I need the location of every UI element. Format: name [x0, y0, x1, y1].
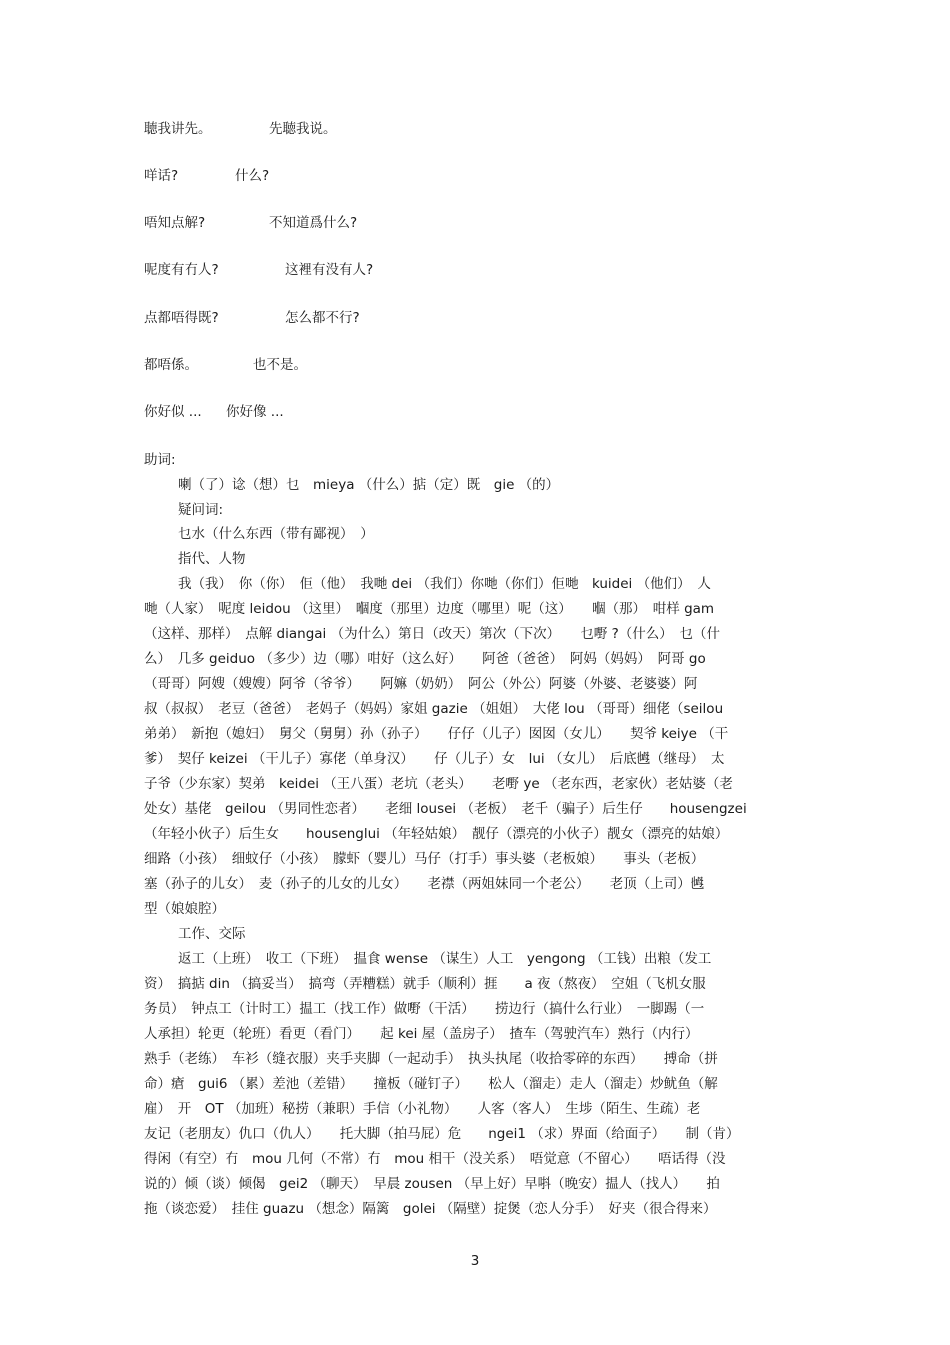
- cantonese-phrase: 咩话?: [144, 168, 179, 184]
- vocab-line: 命）瘡 gui6 （累）差池（差错） 撞板（碰钉子） 松人（溜走）走人（溜走）炒鱿鱼（解: [144, 1076, 718, 1092]
- section-heading: 助词:: [144, 452, 176, 468]
- vocab-line: 返工（上班） 收工（下班） 揾食 wense （谋生）人工 yengong （工钱）出粮（发工: [178, 951, 712, 967]
- vocab-line: 叔（叔叔） 老豆（爸爸） 老妈子（妈妈）家姐 gazie （姐姐） 大佬 lou （哥哥）细佬（seilou: [144, 701, 724, 717]
- vocab-line: （哥哥）阿嫂（嫂嫂）阿爷（爷爷） 阿嫲（奶奶） 阿公（外公）阿婆（外婆、老婆婆）阿: [144, 676, 698, 692]
- mandarin-translation: 也不是。: [253, 357, 307, 373]
- mandarin-translation: 这裡有没有人?: [285, 262, 374, 278]
- mandarin-translation: 怎么都不行?: [285, 310, 360, 326]
- vocab-line: 细路（小孩） 细蚊仔（小孩） 朦虾（婴儿）马仔（打手）事头婆（老板娘） 事头（老板）: [144, 851, 705, 867]
- vocab-line: 我（我） 你（你） 佢（他） 我哋 dei （我们）你哋（你们）佢哋 kuidei （他们） 人: [178, 576, 711, 592]
- cantonese-phrase: 都唔係。: [144, 357, 198, 373]
- vocab-line: 人承担）轮更（轮班）看更（看门） 起 kei 屋（盖房子） 揸车（驾驶汽车）熟行（内行）: [144, 1026, 699, 1042]
- subsection-heading: 疑问词:: [178, 502, 224, 518]
- vocab-line: 弟弟） 新抱（媳妇） 舅父（舅舅）孙（孙子） 仔仔（儿子）囡囡（女儿） 契爷 keiye （干: [144, 726, 729, 742]
- vocab-line: 拖（谈恋爱） 挂住 guazu （想念）隔篱 golei （隔壁）掟煲（恋人分手） 好夹（很合得来）: [144, 1201, 717, 1217]
- cantonese-phrase: 聴我讲先。: [144, 121, 212, 137]
- vocab-line: （这样、那样） 点解 diangai （为什么）第日（改天）第次（下次） 乜嘢 ?（什么） 乜（什: [144, 626, 721, 642]
- vocab-line: 型（娘娘腔）: [144, 901, 225, 917]
- vocab-line: 务员） 钟点工（计时工）揾工（找工作）做嘢（干活） 捞边行（搞什么行业） 一脚踢（一: [144, 1001, 705, 1017]
- vocab-line: 熟手（老练） 车衫（缝衣服）夹手夹脚（一起动手） 执头执尾（收拾零碎的东西） 搏命（拼: [144, 1051, 718, 1067]
- mandarin-translation: 不知道爲什么?: [269, 215, 358, 231]
- phrase-row: [144, 308, 360, 328]
- vocab-line: 塞（孙子的儿女） 麦（孙子的儿女的儿女） 老襟（两姐妹同一个老公） 老顶（上司）乸: [144, 876, 705, 892]
- mandarin-translation: 什么?: [235, 168, 270, 184]
- subsection-heading: 指代、人物: [178, 551, 246, 567]
- subsection-heading: 工作、交际: [178, 926, 246, 942]
- vocab-line: 说的）倾（谈）倾偈 gei2 （聊天） 早晨 zousen （早上好）早唞（晚安）揾人（找人） 拍: [144, 1176, 720, 1192]
- vocab-line: 资） 搞掂 din （搞妥当） 搞弯（弄糟糕）就手（顺利）捱 a 夜（熬夜） 空姐（飞机女服: [144, 976, 706, 992]
- cantonese-phrase: 点都唔得既?: [144, 310, 219, 326]
- cantonese-phrase: 唔知点解?: [144, 215, 206, 231]
- vocab-line: 爹） 契仔 keizei （干儿子）寡佬（单身汉） 仔（儿子）女 lui （女儿） 后底乸（继母） 太: [144, 751, 725, 767]
- phrase-row: [144, 119, 337, 139]
- phrase-row: [144, 260, 374, 280]
- mandarin-translation: 你好像 ...: [226, 404, 284, 420]
- vocab-line: 友记（老朋友）仇口（仇人） 托大脚（拍马屁）危 ngei1 （求）界面（给面子） 制（肯）: [144, 1126, 740, 1142]
- vocab-line: 处女）基佬 geilou （男同性恋者） 老细 lousei （老板） 老千（骗子）后生仔 housengzei: [144, 801, 747, 817]
- phrase-row: [144, 402, 284, 422]
- phrase-row: [144, 213, 358, 233]
- vocab-line: 雇） 开 OT （加班）秘捞（兼职）手信（小礼物） 人客（客人） 生埗（陌生、生疏）老: [144, 1101, 701, 1117]
- page-number: 3: [470, 1253, 480, 1269]
- vocab-line: 哋（人家） 呢度 leidou （这里） 嗰度（那里）边度（哪里）呢（这） 嗰（那） 咁样 gam: [144, 601, 715, 617]
- phrase-row: [144, 166, 270, 186]
- vocab-line: （年轻小伙子）后生女 housenglui （年轻姑娘） 靓仔（漂亮的小伙子）靓女（漂亮的姑娘）: [144, 826, 729, 842]
- vocab-line: 乜水（什么东西（带有鄙视） ）: [178, 526, 374, 542]
- cantonese-phrase: 你好似 ...: [144, 404, 202, 420]
- phrase-row: [144, 355, 307, 375]
- vocab-line: 么） 几多 geiduo （多少）边（哪）咁好（这么好） 阿爸（爸爸） 阿妈（妈妈） 阿哥 go: [144, 651, 706, 667]
- vocab-line: 得闲（有空）冇 mou 几何（不常）冇 mou 相干（没关系） 唔觉意（不留心） 唔话得（没: [144, 1151, 726, 1167]
- vocab-line: 喇（了）谂（想）乜 mieya （什么）掂（定）既 gie （的）: [178, 477, 560, 493]
- cantonese-phrase: 呢度有冇人?: [144, 262, 219, 278]
- mandarin-translation: 先聴我说。: [269, 121, 337, 137]
- vocab-line: 子爷（少东家）契弟 keidei （王八蛋）老坑（老头） 老嘢 ye （老东西，老家伙）老姑婆（老: [144, 776, 733, 792]
